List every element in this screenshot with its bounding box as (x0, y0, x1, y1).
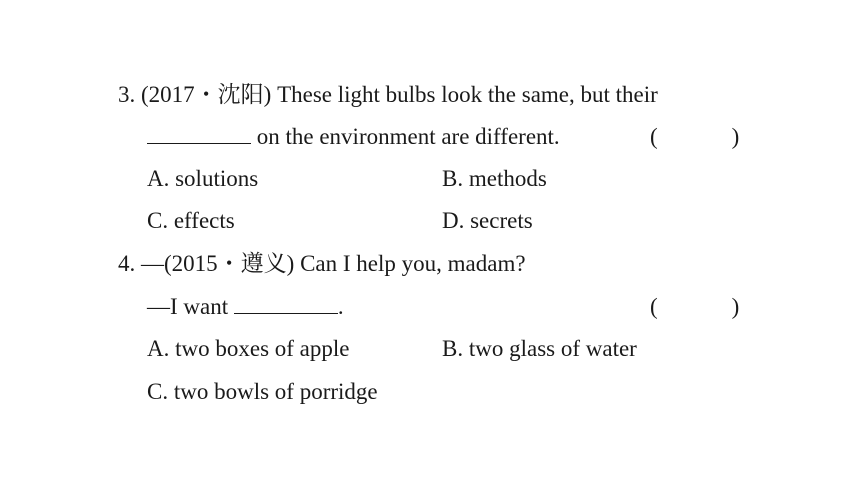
question-3-source: (2017・沈阳) (141, 82, 272, 107)
paren-close: ) (731, 294, 740, 319)
question-3-answer-parentheses (650, 122, 739, 152)
question-4-prefix: —I want (147, 294, 229, 319)
question-3-number: 3. (118, 82, 136, 107)
question-3-option-d: D. secrets (442, 208, 533, 233)
question-4-option-b: B. two glass of water (442, 336, 637, 361)
question-3-option-b: B. methods (442, 166, 547, 191)
question-3-option-c: C. effects (147, 208, 235, 233)
question-4-option-a: A. two boxes of apple (147, 336, 350, 361)
question-4-number: 4. (118, 251, 136, 276)
question-3-line-2 (147, 122, 560, 152)
question-4-stem: Can I help you, madam? (300, 251, 526, 276)
question-4-suffix: . (337, 294, 344, 319)
question-4-option-c: C. two bowls of porridge (147, 379, 378, 404)
question-4-line-2 (147, 292, 344, 322)
question-3-line-1 (118, 80, 658, 110)
question-3-option-a: A. solutions (147, 166, 259, 191)
question-4-source: —(2015・遵义) (141, 251, 295, 276)
answer-blank (234, 295, 338, 314)
paren-close: ) (731, 124, 740, 149)
paren-open: ( (650, 124, 658, 149)
question-4-line-1 (118, 249, 526, 279)
question-3-stem-continued: on the environment are different. (256, 124, 560, 149)
question-3-stem: These light bulbs look the same, but their (277, 82, 658, 107)
question-4-answer-parentheses (650, 292, 739, 322)
answer-blank (147, 125, 251, 144)
paren-open: ( (650, 294, 658, 319)
